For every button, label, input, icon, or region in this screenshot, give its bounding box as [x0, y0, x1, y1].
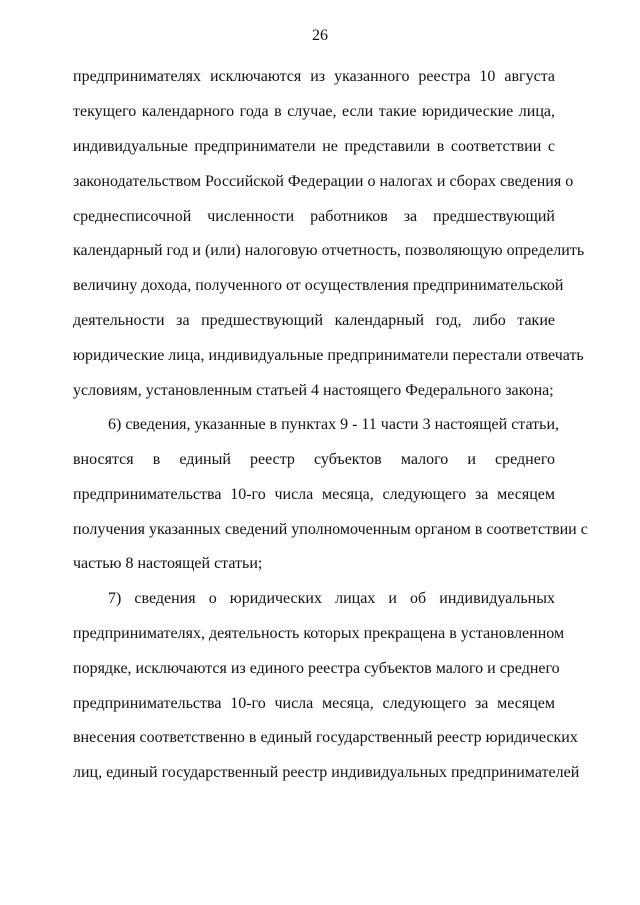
text-line: лиц, единый государственный реестр индивидуальных предпринимателей [73, 764, 580, 781]
text-line: величину дохода, полученного от осуществления предпринимательской [73, 277, 564, 294]
text-line: индивидуальные предприниматели не представили в соответствии с [73, 138, 555, 155]
paragraph-first-line: 6) сведения, указанные в пунктах 9 - 11 части 3 настоящей статьи, [108, 416, 560, 433]
text-line: текущего календарного года в случае, если такие юридические лица, [73, 103, 555, 120]
text-line: предпринимателях, деятельность которых прекращена в установленном [73, 625, 565, 642]
text-line: предпринимательства 10-го числа месяца, следующего за месяцем [73, 486, 555, 503]
paragraph-end-line: условиям, установленным статьей 4 настоящего Федерального закона; [73, 382, 554, 399]
text-line: юридические лица, индивидуальные предприниматели перестали отвечать [73, 347, 584, 364]
text-line: внесения соответственно в единый государственный реестр юридических [73, 729, 578, 746]
text-line: деятельности за предшествующий календарный год, либо такие [73, 312, 555, 329]
paragraph-end-line: частью 8 настоящей статьи; [73, 555, 263, 572]
text-line: получения указанных сведений уполномоченным органом в соответствии с [73, 521, 588, 538]
text-line: порядке, исключаются из единого реестра субъектов малого и среднего [73, 660, 560, 677]
text-line: предпринимательства 10-го числа месяца, следующего за месяцем [73, 695, 555, 712]
text-line: календарный год и (или) налоговую отчетность, позволяющую определить [73, 242, 585, 259]
text-line: предпринимателях исключаются из указанного реестра 10 августа [73, 68, 555, 85]
paragraph-first-line: 7) сведения о юридических лицах и об индивидуальных [108, 590, 555, 607]
text-line: вносятся в единый реестр субъектов малого и среднего [73, 451, 555, 468]
page-number: 26 [312, 27, 328, 44]
text-line: законодательством Российской Федерации о налогах и сборах сведения о [73, 173, 574, 190]
text-line: среднесписочной численности работников за предшествующий [73, 208, 555, 225]
